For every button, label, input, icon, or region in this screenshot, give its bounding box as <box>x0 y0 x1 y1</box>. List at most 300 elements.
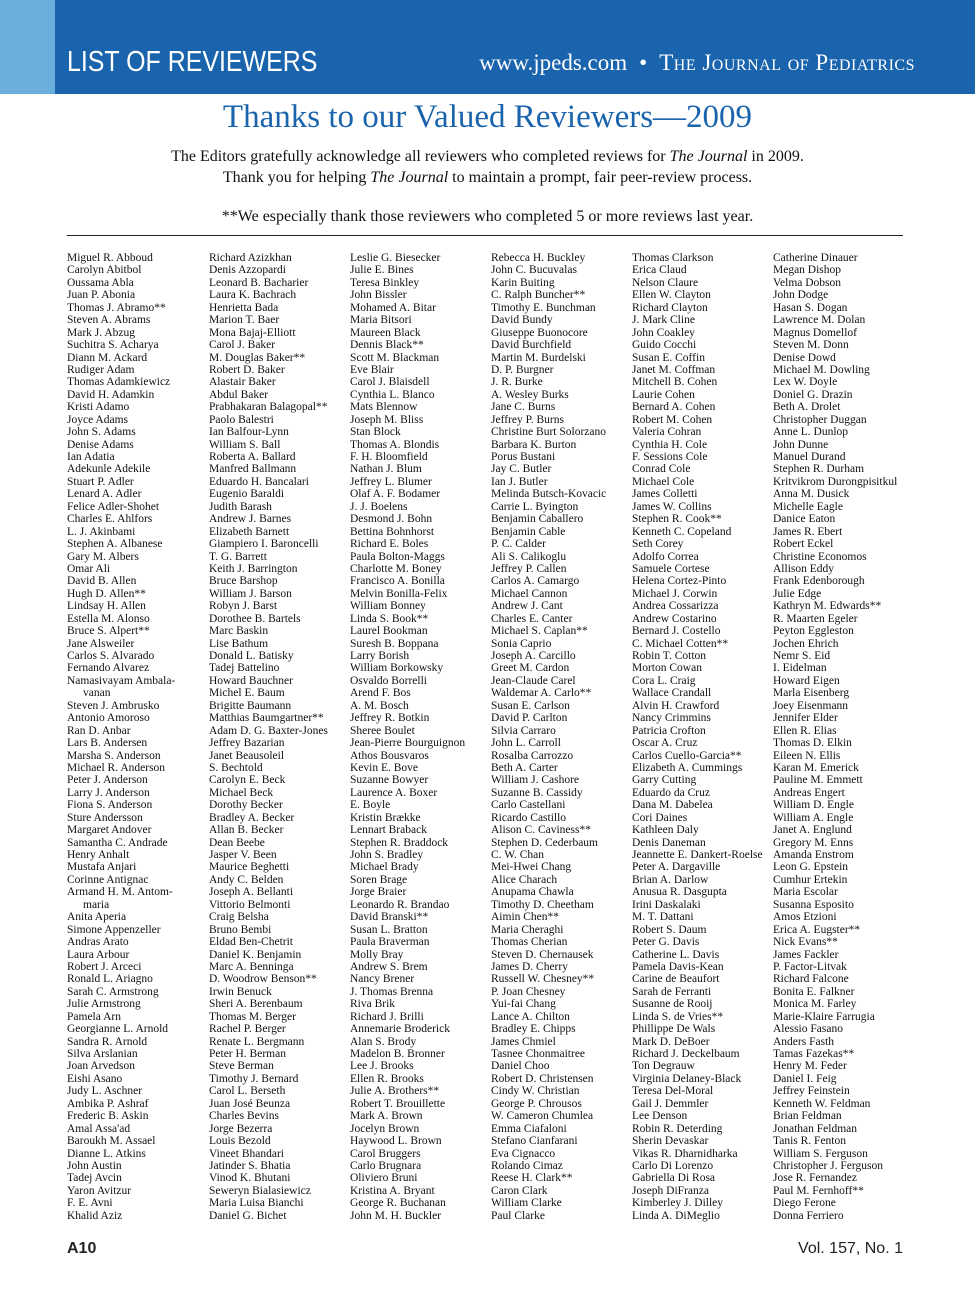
reviewer-name: Thomas Cherian <box>491 936 568 949</box>
reviewer-name: Alan S. Brody <box>350 1035 417 1048</box>
reviewer-name: Jane C. Burns <box>491 401 556 414</box>
reviewer-name: Morton Cowan <box>632 662 702 675</box>
reviewer-name: E. Boyle <box>350 799 391 812</box>
reviewer-name: John Dunne <box>773 438 829 451</box>
reviewer-name: William Bonney <box>350 600 426 613</box>
reviewer-name: Kritvikrom Durongpisitkul <box>773 475 898 488</box>
reviewer-name: Laura K. Bachrach <box>209 289 297 302</box>
reviewer-name: Hasan S. Dogan <box>773 301 848 314</box>
reviewer-name: Andrea Cossarizza <box>632 600 719 613</box>
reviewer-name: Adam D. G. Baxter-Jones <box>209 724 328 737</box>
reviewer-name: Daniel K. Benjamin <box>209 948 302 961</box>
reviewer-name: Richard Clayton <box>632 301 708 314</box>
reviewer-name: Alessio Fasano <box>773 1023 843 1036</box>
reviewer-name: Estella M. Alonso <box>67 612 150 625</box>
reviewer-name: Lennart Braback <box>350 824 427 837</box>
reviewer-name: Anders Fasth <box>773 1035 835 1048</box>
reviewer-name: Henrietta Bada <box>209 301 279 314</box>
reviewer-name: Dorothee B. Bartels <box>209 612 301 625</box>
reviewer-name: Steven D. Chernausek <box>491 948 594 961</box>
reviewer-name: Peter G. Davis <box>632 936 700 949</box>
reviewer-name: Dianne L. Atkins <box>67 1147 146 1160</box>
reviewer-name: Marion T. Baer <box>209 314 280 327</box>
reviewer-column-2 <box>209 252 349 1222</box>
header-bar <box>55 0 975 94</box>
reviewer-name: Nancy Crimmins <box>632 712 711 725</box>
reviewer-name: Julie Armstrong <box>67 998 141 1011</box>
reviewer-name: Jasper V. Been <box>209 849 277 861</box>
reviewer-name: Jean-Pierre Bourguignon <box>350 737 466 750</box>
reviewer-name: Valeria Cohran <box>632 426 702 439</box>
reviewer-name: Eugenio Baraldi <box>209 488 285 501</box>
reviewer-name: Yaron Avitzur <box>67 1184 132 1197</box>
reviewer-name: Jeffrey P. Callen <box>491 562 567 575</box>
reviewer-name: Linda A. DiMeglio <box>632 1209 720 1222</box>
reviewer-name: Carol L. Berseth <box>209 1085 286 1098</box>
reviewer-name: Stuart P. Adler <box>67 475 134 488</box>
reviewer-name: Richard J. Brilli <box>350 1010 424 1023</box>
reviewer-name: Sherin Devaskar <box>632 1135 709 1148</box>
reviewer-name: Jane Alsweiler <box>67 637 135 650</box>
reviewer-name: Beth A. Drolet <box>773 401 841 414</box>
reviewer-name: Juan José Beunza <box>209 1097 291 1110</box>
reviewer-name: David H. Adamkin <box>67 388 155 401</box>
reviewer-name: Arend F. Bos <box>350 687 411 700</box>
section-label: LIST OF REVIEWERS <box>67 46 318 78</box>
reviewer-name: Juan P. Abonia <box>67 289 136 302</box>
reviewer-name: Scott M. Blackman <box>350 351 440 364</box>
reviewer-name: Michael Cole <box>632 475 695 488</box>
reviewer-name: Maria Bitsori <box>350 314 412 327</box>
reviewer-name: Michael R. Anderson <box>67 761 166 774</box>
reviewer-name: Dana M. Dabelea <box>632 799 713 812</box>
reviewer-name: Kristina A. Bryant <box>350 1184 435 1197</box>
reviewer-name: Stephen R. Cook** <box>632 513 722 526</box>
reviewer-name: F. H. Bloomfield <box>350 451 428 463</box>
reviewer-name: John C. Bucuvalas <box>491 264 577 277</box>
reviewer-name: Margaret Andover <box>67 824 152 837</box>
reviewer-name: Peter H. Berman <box>209 1048 286 1060</box>
reviewer-name: Samuele Cortese <box>632 562 710 575</box>
reviewer-name: W. Cameron Chumlea <box>491 1110 594 1123</box>
reviewer-name: Jocelyn Brown <box>350 1122 420 1135</box>
reviewer-name: Joan Arvedson <box>67 1060 136 1073</box>
reviewer-name: Jeffrey L. Blumer <box>350 475 432 488</box>
reviewer-name: Mark J. Abzug <box>67 326 136 339</box>
reviewer-name: Joseph A. Bellanti <box>209 886 294 899</box>
reviewer-column-6 <box>773 252 913 1222</box>
reviewer-name: R. Maarten Egeler <box>773 612 858 625</box>
reviewer-name: Athos Bousvaros <box>350 749 429 762</box>
reviewer-name: Erica Claud <box>632 264 687 277</box>
reviewer-name: Howard Bauchner <box>209 674 293 687</box>
reviewer-name: Irini Daskalaki <box>632 898 701 911</box>
reviewer-name: Soren Brage <box>350 873 408 886</box>
reviewer-name: Tanis R. Fenton <box>773 1135 846 1148</box>
reviewer-name: P. Factor-Litvak <box>773 960 847 973</box>
reviewer-name: Gary M. Albers <box>67 550 139 563</box>
reviewer-name: Ambika P. Ashraf <box>67 1097 149 1110</box>
reviewer-name: Carine de Beaufort <box>632 973 720 986</box>
reviewer-name: William A. Engle <box>773 811 854 824</box>
reviewer-column-1 <box>67 252 207 1222</box>
reviewer-name: Manuel Durand <box>773 451 846 463</box>
reviewer-name: John L. Carroll <box>491 737 561 750</box>
reviewer-name: M. Douglas Baker** <box>209 351 306 364</box>
reviewer-name: Robyn J. Barst <box>209 600 278 613</box>
reviewer-name: John M. H. Buckler <box>350 1209 442 1222</box>
reviewer-name: P. C. Calder <box>491 538 546 551</box>
reviewer-name: Tadej Battelino <box>209 662 280 675</box>
reviewer-name: Kimberley J. Dilley <box>632 1197 724 1210</box>
reviewer-name: Suchitra S. Acharya <box>67 339 159 352</box>
reviewer-name: Waldemar A. Carlo** <box>491 687 592 700</box>
reviewer-name: Steven A. Abrams <box>67 314 151 327</box>
reviewer-name: Catherine L. Davis <box>632 948 720 961</box>
reviewer-name: Carolyn Abitbol <box>67 264 142 277</box>
reviewer-name: William Clarke <box>491 1197 562 1210</box>
reviewer-name: Martin M. Burdelski <box>491 351 586 364</box>
reviewer-name: Eldad Ben-Chetrit <box>209 936 293 949</box>
reviewer-name: Roberta A. Ballard <box>209 451 296 463</box>
reviewer-name: A. M. Bosch <box>350 699 409 712</box>
reviewer-name: S. Bechtold <box>209 761 263 774</box>
reviewer-name: John Coakley <box>632 326 695 339</box>
reviewer-name: Michel E. Baum <box>209 687 285 700</box>
reviewer-name: Kenneth C. Copeland <box>632 525 732 538</box>
reviewer-name: Stephen D. Cederbaum <box>491 836 598 849</box>
reviewer-name: Pamela Davis-Kean <box>632 960 724 973</box>
reviewer-name: Carlo Brugnara <box>350 1159 422 1172</box>
reviewer-name: Jose R. Fernandez <box>773 1172 857 1185</box>
journal-name: The Journal of Pediatrics <box>659 50 915 75</box>
reviewer-name: Leon G. Epstein <box>773 861 849 874</box>
reviewer-name: Henry Anhalt <box>67 849 130 861</box>
reviewer-name: Omar Ali <box>67 562 111 575</box>
reviewer-name: Andy C. Belden <box>209 873 284 886</box>
reviewer-name: Susan L. Bratton <box>350 923 428 936</box>
reviewer-name: Marc Baskin <box>209 625 269 638</box>
reviewer-name: Wallace Crandall <box>632 687 712 700</box>
reviewer-name: Eva Cignacco <box>491 1147 556 1160</box>
reviewer-column-4 <box>491 252 631 1222</box>
reviewer-name: Linda S. Book** <box>350 612 429 625</box>
reviewer-name: Amal Assa'ad <box>67 1122 131 1135</box>
reviewer-name: C. W. Chan <box>491 849 545 861</box>
reviewer-name: Frederic B. Askin <box>67 1110 149 1123</box>
reviewer-name: Judith Barash <box>209 500 272 513</box>
reviewer-name: Jeannette E. Dankert-Roelse <box>632 849 763 861</box>
reviewer-name: Laurie Cohen <box>632 388 695 401</box>
reviewer-name: Suresh B. Boppana <box>350 637 439 650</box>
reviewer-name: Kevin E. Bove <box>350 761 419 774</box>
reviewer-name: James Fackler <box>773 948 839 961</box>
reviewer-name: William S. Ferguson <box>773 1147 868 1160</box>
reviewer-name: Sheri A. Berenbaum <box>209 998 303 1011</box>
reviewer-name: Bruce S. Alpert** <box>67 625 150 638</box>
reviewer-name: Howard Eigen <box>773 674 840 687</box>
reviewer-name: Sandra R. Arnold <box>67 1035 148 1048</box>
reviewer-name: Charles E. Ahlfors <box>67 513 153 526</box>
page-number: A10 <box>67 1240 97 1257</box>
reviewer-name: Seweryn Bialasiewicz <box>209 1184 311 1197</box>
reviewer-name: Denis Azzopardi <box>209 264 286 277</box>
reviewer-name: Armand H. M. Antom- <box>67 886 173 899</box>
reviewer-name: J. Mark Cline <box>632 314 695 327</box>
reviewer-name: Hugh D. Allen** <box>67 587 146 600</box>
reviewer-name: L. J. Akinbami <box>67 525 136 538</box>
reviewer-name: Vinod K. Bhutani <box>209 1172 291 1185</box>
reviewer-name: Rosalba Carrozzo <box>491 749 574 762</box>
reviewer-name: Helena Cortez-Pinto <box>632 575 727 588</box>
reviewer-name: Suzanne Bowyer <box>350 774 429 787</box>
reviewer-name: Steven J. Ambrusko <box>67 699 160 712</box>
reviewer-name: Keith J. Barrington <box>209 562 298 575</box>
reviewer-name: Alice Charach <box>491 873 558 886</box>
reviewer-name: William J. Barson <box>209 587 292 600</box>
header-right <box>479 50 915 76</box>
reviewer-name: Thomas D. Elkin <box>773 737 852 750</box>
reviewer-name: William Borkowsky <box>350 662 444 675</box>
reviewer-name: Megan Dishop <box>773 264 842 277</box>
reviewer-name: David P. Carlton <box>491 712 568 725</box>
reviewer-name: Charlotte M. Boney <box>350 562 442 575</box>
reviewer-name: Christopher Duggan <box>773 413 867 426</box>
reviewer-name: Gabriella Di Rosa <box>632 1172 716 1185</box>
reviewer-name: Cora L. Craig <box>632 674 696 687</box>
reviewer-name: Abdul Baker <box>209 388 269 401</box>
reviewer-name: Suzanne B. Cassidy <box>491 786 583 799</box>
reviewer-name: Gail J. Demmler <box>632 1097 709 1110</box>
reviewer-name: Sarah de Ferranti <box>632 985 712 998</box>
reviewer-name: Sture Andersson <box>67 811 143 824</box>
reviewer-name: Maureen Black <box>350 326 421 339</box>
reviewer-name: Julie A. Brothers** <box>350 1085 440 1098</box>
reviewer-name: Jochen Ehrich <box>773 637 839 650</box>
reviewer-name: Cynthia L. Blanco <box>350 388 435 401</box>
reviewer-name: Dennis Black** <box>350 339 424 352</box>
reviewer-name: Lee Denson <box>632 1110 688 1123</box>
reviewer-name: Maria Cheraghi <box>491 923 564 936</box>
reviewer-column-3 <box>350 252 490 1222</box>
reviewer-name: Craig Belsha <box>209 911 269 924</box>
reviewer-name: Samantha C. Andrade <box>67 836 168 849</box>
reviewer-name: Peyton Eggleston <box>773 625 854 638</box>
reviewer-name: Lee J. Brooks <box>350 1060 414 1073</box>
reviewer-name: Cindy W. Christian <box>491 1085 580 1098</box>
reviewer-name: Bonita E. Falkner <box>773 985 855 998</box>
reviewer-name: Cori Daines <box>632 811 688 824</box>
reviewer-name: John Bissler <box>350 289 407 302</box>
reviewer-name: Robert D. Christensen <box>491 1072 594 1085</box>
reviewer-name: Denise Dowd <box>773 351 836 364</box>
reviewer-name: Donald L. Batisky <box>209 650 294 662</box>
reviewer-name: Phillippe De Wals <box>632 1023 716 1036</box>
reviewer-name: Karin Buiting <box>491 276 555 289</box>
reviewer-name: Alison C. Caviness** <box>491 824 591 837</box>
reviewer-name: A. Wesley Burks <box>491 388 569 401</box>
reviewer-name: Julie Edge <box>773 587 822 600</box>
reviewer-name: Andrew S. Brem <box>350 960 428 973</box>
reviewer-name: Joyce Adams <box>67 413 129 426</box>
reviewer-name: Thomas J. Abramo** <box>67 301 166 314</box>
reviewer-name: Nemr S. Eid <box>773 650 831 662</box>
reviewer-name: Larry Borish <box>350 650 410 662</box>
reviewer-name: James Colletti <box>632 488 698 501</box>
reviewer-name: David Burchfield <box>491 339 572 352</box>
reviewer-name: Susan E. Coffin <box>632 351 705 364</box>
reviewer-name: Leslie G. Biesecker <box>350 252 441 264</box>
reviewer-name: James Chmiel <box>491 1035 556 1048</box>
journal-website: www.jpeds.com <box>479 50 628 75</box>
reviewer-name: Silva Arslanian <box>67 1048 138 1060</box>
reviewer-name: William J. Cashore <box>491 774 580 787</box>
reviewer-name: Jonathan Feldman <box>773 1122 857 1135</box>
reviewer-name: Ricardo Castillo <box>491 811 567 824</box>
page-title: Thanks to our Valued Reviewers—2009 <box>222 99 753 135</box>
reviewer-name: M. T. Dattani <box>632 911 694 924</box>
reviewer-name: Robin R. Deterding <box>632 1122 723 1135</box>
reviewer-name: Osvaldo Borrelli <box>350 674 427 687</box>
reviewer-name: J. R. Burke <box>491 376 543 389</box>
reviewer-name: Manfred Ballmann <box>209 463 297 476</box>
reviewer-name: Maurice Beghetti <box>209 861 290 874</box>
reviewer-name: James R. Ebert <box>773 525 843 538</box>
reviewer-name: Patricia Crofton <box>632 724 706 737</box>
reviewer-name: Carlo Di Lorenzo <box>632 1159 714 1172</box>
reviewer-name: John S. Adams <box>67 426 136 439</box>
reviewer-name: Yui-fai Chang <box>491 998 556 1011</box>
reviewer-name: Richard J. Deckelbaum <box>632 1048 740 1060</box>
reviewer-name: Jeffrey P. Burns <box>491 413 564 426</box>
reviewer-name: David Branski** <box>350 911 429 924</box>
reviewer-name: Robert D. Baker <box>209 363 285 376</box>
reviewer-name: Carol J. Blaisdell <box>350 376 430 389</box>
reviewer-name: Laurel Bookman <box>350 625 428 638</box>
reviewer-name: Anita Aperia <box>67 911 127 924</box>
reviewer-name: Michael Cannon <box>491 587 568 600</box>
reviewer-name: J. J. Boelens <box>350 500 408 513</box>
reviewer-name: Lise Bathum <box>209 637 269 650</box>
reviewer-name: Joey Eisenmann <box>773 699 849 712</box>
reviewer-name: Ian Adatia <box>67 451 115 463</box>
reviewer-name: Anusua R. Dasgupta <box>632 886 727 899</box>
reviewer-name: Allison Eddy <box>773 562 835 575</box>
reviewer-name: George R. Buchanan <box>350 1197 446 1210</box>
reviewer-name: Carlos A. Camargo <box>491 575 580 588</box>
reviewer-name: Eduardo H. Bancalari <box>209 475 309 488</box>
reviewer-name: Marc A. Benninga <box>209 960 294 973</box>
reviewer-name: Eishi Asano <box>67 1072 123 1085</box>
reviewer-name: Ian J. Butler <box>491 475 548 488</box>
reviewer-name: Denis Daneman <box>632 836 706 849</box>
reviewer-name: Jeffrey R. Botkin <box>350 712 430 725</box>
reviewer-name: Christine Economos <box>773 550 867 563</box>
reviewer-name: Andras Arato <box>67 936 129 949</box>
reviewer-name: Ran D. Anbar <box>67 724 131 737</box>
reviewer-name: Jennifer Elder <box>773 712 838 725</box>
reviewer-name: William S. Ball <box>209 438 281 451</box>
reviewer-name: John Austin <box>67 1159 122 1172</box>
reviewer-name: Stan Block <box>350 426 401 439</box>
reviewer-name: Seth Corey <box>632 538 684 551</box>
reviewer-name: Tadej Avcin <box>67 1172 122 1185</box>
reviewer-name: Cynthia H. Cole <box>632 438 708 451</box>
intro-line-1: The Editors gratefully acknowledge all reviewers who completed reviews for The Journal in 2009. <box>171 148 804 165</box>
reviewer-name: Marla Eisenberg <box>773 687 850 700</box>
reviewer-name: Michael M. Dowling <box>773 363 870 376</box>
reviewer-name: Leonard B. Bacharier <box>209 276 309 289</box>
reviewer-name: Fernando Alvarez <box>67 662 150 675</box>
reviewer-name: Sonia Caprio <box>491 637 552 650</box>
reviewer-name: Robin T. Cotton <box>632 650 707 662</box>
reviewer-name: Dorothy Becker <box>209 799 283 812</box>
reviewer-name: Timothy D. Cheetham <box>491 898 594 911</box>
reviewer-name: Melinda Butsch-Kovacic <box>491 488 607 501</box>
reviewer-name: Teresa Del-Moral <box>632 1085 714 1098</box>
reviewer-name: Jeffrey Bazarian <box>209 737 285 750</box>
reviewer-name: Mats Blennow <box>350 401 418 414</box>
reviewer-name: Kristin Brække <box>350 811 421 824</box>
reviewer-name: Jorge Braier <box>350 886 407 899</box>
reviewer-name: Mona Bajaj-Elliott <box>209 326 296 339</box>
reviewer-name: Mustafa Anjari <box>67 861 137 874</box>
reviewer-name: Kathryn M. Edwards** <box>773 600 882 613</box>
reviewer-name: F. E. Avni <box>67 1197 113 1210</box>
intro-line-2: Thank you for helping The Journal to maintain a prompt, fair peer-review process. <box>222 169 753 186</box>
reviewer-name: Jay C. Butler <box>491 463 552 476</box>
reviewer-name: Rachel P. Berger <box>209 1023 286 1036</box>
reviewer-name: Mitchell B. Cohen <box>632 376 718 389</box>
reviewer-name: Diego Ferone <box>773 1197 836 1210</box>
reviewer-name: Brigitte Baumann <box>209 699 292 712</box>
reviewer-name: Bradley E. Chipps <box>491 1023 576 1036</box>
reviewer-name: Thomas A. Blondis <box>350 438 440 451</box>
reviewer-name: Richard E. Boles <box>350 538 429 551</box>
reviewer-name: Andreas Engert <box>773 786 845 799</box>
reviewer-name: Lawrence M. Dolan <box>773 314 866 327</box>
reviewer-name: Jorge Bezerra <box>209 1122 273 1135</box>
reviewer-name: Frank Edenborough <box>773 575 865 588</box>
reviewer-name: Carrie L. Byington <box>491 500 579 513</box>
reviewer-name: Oliviero Bruni <box>350 1172 418 1185</box>
reviewer-name: Nathan J. Blum <box>350 463 422 476</box>
reviewer-name: Stephen R. Braddock <box>350 836 449 849</box>
reviewer-name: Daniel G. Bichet <box>209 1209 287 1222</box>
reviewer-name: Lars B. Andersen <box>67 737 148 750</box>
reviewer-name: Corinne Antignac <box>67 873 149 886</box>
reviewer-column-5 <box>632 252 772 1222</box>
reviewer-name: Donna Ferriero <box>773 1209 844 1222</box>
reviewer-name: Laurence A. Boxer <box>350 786 438 799</box>
reviewer-name: Silvia Carraro <box>491 724 556 737</box>
reviewer-name: Richard Azizkhan <box>209 252 292 264</box>
reviewer-name: Nancy Brener <box>350 973 415 986</box>
reviewer-name: Rolando Cimaz <box>491 1159 563 1172</box>
reviewer-name: Mohamed A. Bitar <box>350 301 436 314</box>
reviewer-name: Stefano Cianfarani <box>491 1135 578 1148</box>
reviewer-name: Nelson Claure <box>632 276 699 289</box>
reviewer-name: Carlos Cuello-Garcia** <box>632 749 742 762</box>
reviewer-name: Steve Berman <box>209 1060 274 1073</box>
reviewer-name: Bettina Bohnhorst <box>350 525 435 538</box>
reviewer-name: Laura Arbour <box>67 948 130 961</box>
reviewer-name: F. Sessions Cole <box>632 451 708 463</box>
reviewer-name: Pamela Arn <box>67 1010 121 1023</box>
reviewer-name: Daniel I. Feig <box>773 1072 837 1085</box>
reviewer-name: Ton Degrauw <box>632 1060 695 1073</box>
reviewer-name: Lance A. Chilton <box>491 1010 570 1023</box>
